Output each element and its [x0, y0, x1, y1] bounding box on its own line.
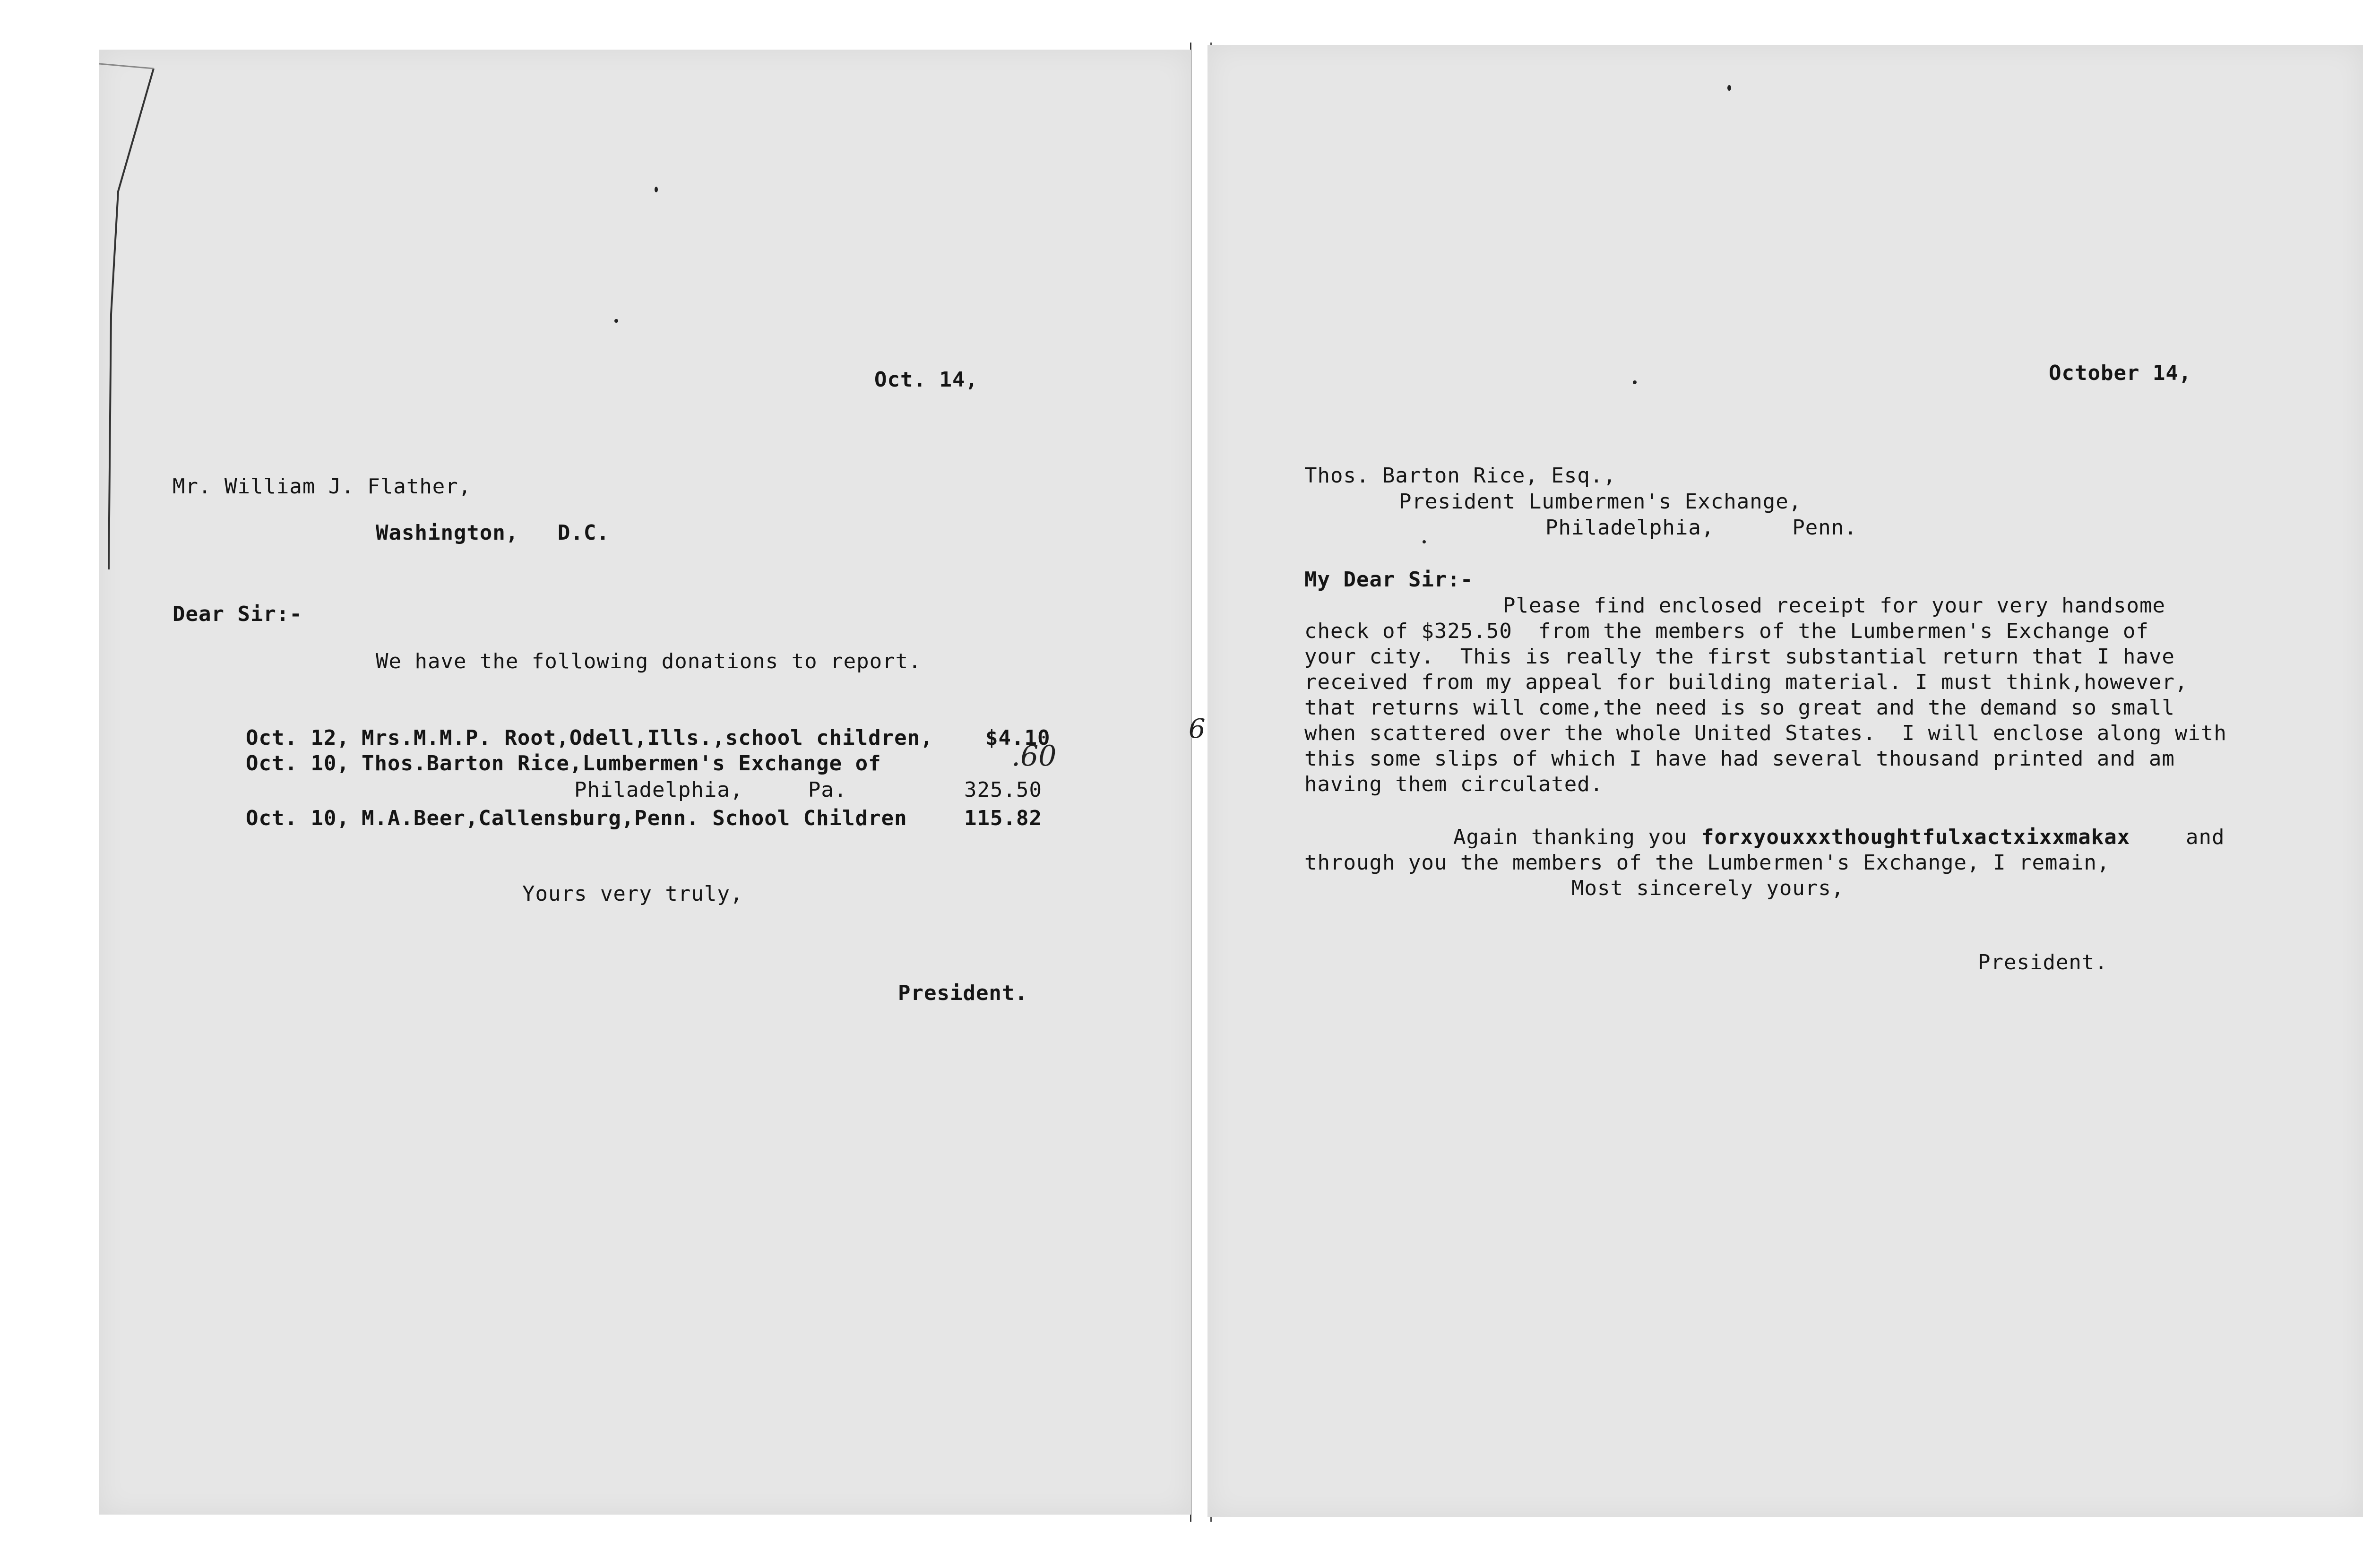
recipient-location: Washington, D.C.: [376, 521, 610, 545]
closing: Most sincerely yours,: [1571, 876, 1845, 900]
body-line: that returns will come,the need is so great and the demand so small: [1304, 696, 2175, 720]
folded-corner: [99, 50, 156, 569]
right-page: [1207, 45, 2363, 1517]
salutation: Dear Sir:-: [172, 602, 302, 626]
donation-amount: $4.10: [985, 726, 1051, 750]
address-line: Thos. Barton Rice, Esq.,: [1304, 464, 1616, 488]
donation-amount: 115.82: [964, 806, 1042, 830]
salutation: My Dear Sir:-: [1304, 568, 1474, 592]
margin-mark: 6: [1189, 714, 1206, 744]
address-line: President Lumbermen's Exchange,: [1399, 490, 1802, 514]
closing-line: through you the members of the Lumbermen's Exchange, I remain,: [1304, 851, 2110, 875]
body-line: check of $325.50 from the members of the Lumbermen's Exchange of: [1304, 619, 2149, 643]
letter-date: Oct. 14,: [874, 368, 978, 392]
donation-date: Oct. 10,: [246, 806, 350, 830]
handwritten-annotation: .60: [1011, 740, 1057, 773]
speck: [1423, 540, 1426, 543]
speck: [614, 319, 618, 323]
speck: [655, 187, 658, 192]
donation-donor: Thos.Barton Rice,Lumbermen's Exchange of: [362, 751, 881, 775]
donation-amount: 325.50: [964, 778, 1042, 802]
recipient-name: Mr. William J. Flather,: [172, 474, 472, 499]
donation-date: Oct. 10,: [246, 751, 350, 775]
speck: [1727, 85, 1731, 91]
body-line: when scattered over the whole United States. I will enclose along with: [1304, 721, 2227, 745]
closing-end: and: [2186, 825, 2225, 849]
donation-donor-cont: Philadelphia, Pa.: [574, 778, 847, 802]
address-line: Philadelphia, Penn.: [1545, 516, 1857, 540]
body-line: received from my appeal for building material. I must think,however,: [1304, 670, 2188, 694]
body-line: Please find enclosed receipt for your very handsome: [1503, 594, 2166, 618]
donation-donor: M.A.Beer,Callensburg,Penn. School Children: [362, 806, 907, 830]
body-line: having them circulated.: [1304, 772, 1604, 796]
left-page: [99, 50, 1191, 1515]
signature-title: President.: [1978, 950, 2108, 974]
closing: Yours very truly,: [522, 882, 743, 906]
speck: [1633, 380, 1637, 384]
signature-title: President.: [898, 981, 1028, 1005]
intro-line: We have the following donations to report.: [376, 649, 922, 673]
donation-donor: Mrs.M.M.P. Root,Odell,Ills.,school children,: [362, 726, 933, 750]
letter-date: October 14,: [2049, 361, 2192, 385]
closing-start: Again thanking you: [1453, 825, 1687, 849]
struck-out-text: forxyouxxxthoughtfulxactxixxmakax: [1701, 825, 2130, 849]
body-line: your city. This is really the first substantial return that I have: [1304, 645, 2175, 669]
body-line: this some slips of which I have had several thousand printed and am: [1304, 747, 2175, 771]
donation-date: Oct. 12,: [246, 726, 350, 750]
